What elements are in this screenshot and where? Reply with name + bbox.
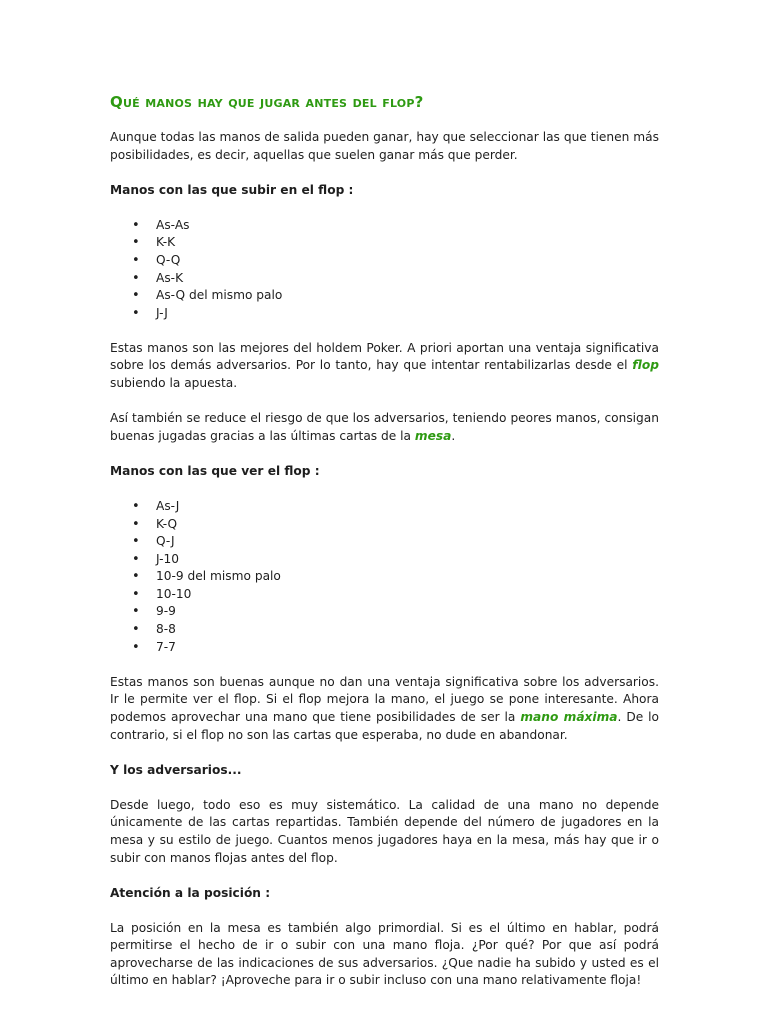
section-heading-position: Atención a la posición : (110, 885, 271, 900)
section-heading-raise: Manos con las que subir en el flop : (110, 182, 354, 197)
page-title: Qué manos hay que jugar antes del flop? (110, 93, 424, 111)
paragraph-best-hands (110, 340, 659, 393)
see-flop-hands-list (110, 498, 659, 656)
list-item: • As-Q del mismo palo (156, 287, 659, 305)
list-item: • K-Q (156, 516, 659, 534)
article (110, 92, 659, 1008)
text-segment: Estas manos son las mejores del holdem Poker. A priori aportan una ventaja significativa sobre los demás adversarios. Por lo tanto, hay que intentar rentabilizarlas desde el (110, 340, 659, 373)
paragraph-good-hands (110, 674, 659, 744)
text-segment: Así también se reduce el riesgo de que los adversarios, teniendo peores manos, consigan buenas jugadas gracias a las últimas cartas de la (110, 411, 659, 443)
section-heading-adversaries: Y los adversarios... (110, 762, 242, 777)
keyword-link-mano-maxima[interactable]: mano máxima (520, 709, 618, 724)
list-item: • 7-7 (156, 639, 659, 657)
list-item: • As-As (156, 217, 659, 235)
list-item: • 10-10 (156, 586, 659, 604)
list-item: • 9-9 (156, 603, 659, 621)
intro-paragraph: Aunque todas las manos de salida pueden ganar, hay que seleccionar las que tienen más posibilidades, es decir, aquellas que suelen ganar más que perder. (110, 130, 659, 162)
section-heading-see-flop: Manos con las que ver el flop : (110, 463, 320, 478)
keyword-link-flop[interactable]: flop (632, 358, 659, 373)
list-item: • J-10 (156, 551, 659, 569)
keyword-link-mesa[interactable]: mesa (414, 428, 452, 443)
list-item: • K-K (156, 234, 659, 252)
list-item: • 10-9 del mismo palo (156, 568, 659, 586)
list-item: • Q-Q (156, 252, 659, 270)
text-segment: subiendo la apuesta. (110, 376, 238, 391)
paragraph-position: La posición en la mesa es también algo primordial. Si es el último en hablar, podrá permitirse el hecho de ir o subir con una mano floja. ¿Por qué? Por que así podrá aprovecharse de las indicaciones de sus adversarios. ¿Que nadie ha subido y usted es el último en hablar? ¡Aproveche para ir o subir incluso con una mano relativamente floja! (110, 920, 659, 988)
paragraph-adversaries: Desde luego, todo eso es muy sistemático. La calidad de una mano no depende únicamente de las cartas repartidas. También depende del número de jugadores en la mesa y su estilo de juego. Cuantos menos jugadores haya en la mesa, más hay que ir o subir con manos flojas antes del flop. (110, 797, 659, 865)
paragraph-reduce-risk (110, 410, 659, 445)
text-segment: . De lo contrario, si el flop no son las cartas que esperaba, no dude en abandonar. (110, 709, 659, 742)
list-item: • J-J (156, 305, 659, 323)
raise-hands-list (110, 217, 659, 323)
list-item: • 8-8 (156, 621, 659, 639)
list-item: • As-K (156, 270, 659, 288)
text-segment: . (451, 428, 456, 443)
text-segment: Estas manos son buenas aunque no dan una ventaja significativa sobre los adversarios. Ir le permite ver el flop. Si el flop mejora la mano, el juego se pone interesante. Ahora podemos aprovechar una mano que tiene posibilidades de ser la (110, 674, 659, 724)
list-item: • Q-J (156, 533, 659, 551)
list-item: • As-J (156, 498, 659, 516)
